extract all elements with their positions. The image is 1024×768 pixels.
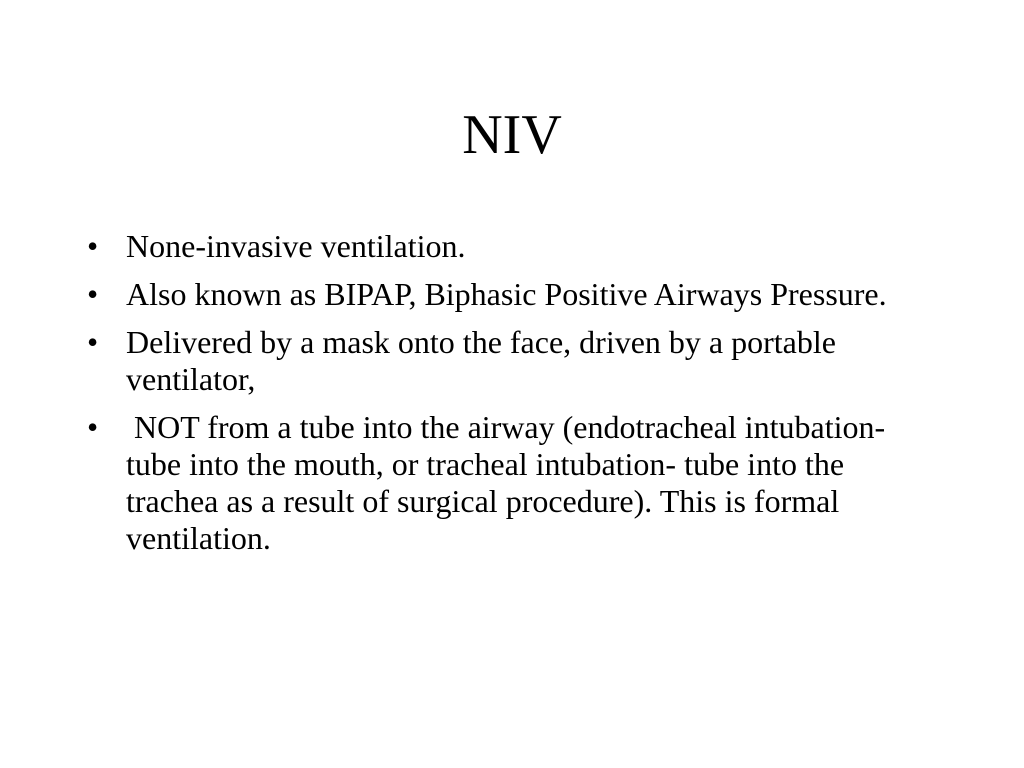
bullet-item (87, 276, 937, 313)
bullet-text: NOT from a tube into the airway (endotracheal intubation- tube into the mouth, or tracheal intubation- tube into the trachea as a result of surgical procedure). This is formal ventilation. (126, 409, 894, 556)
bullet-icon: • (87, 409, 99, 445)
bullet-item (87, 324, 937, 398)
bullet-icon: • (87, 324, 99, 360)
bullet-text: Also known as BIPAP, Biphasic Positive Airways Pressure. (126, 276, 887, 312)
bullet-icon: • (87, 276, 99, 312)
slide-title: NIV (462, 104, 562, 166)
bullet-list (87, 228, 937, 568)
bullet-item (87, 228, 937, 265)
bullet-item (87, 409, 937, 557)
bullet-text: Delivered by a mask onto the face, driven by a portable ventilator, (126, 324, 844, 397)
bullet-icon: • (87, 228, 99, 264)
bullet-text: None-invasive ventilation. (126, 228, 466, 264)
